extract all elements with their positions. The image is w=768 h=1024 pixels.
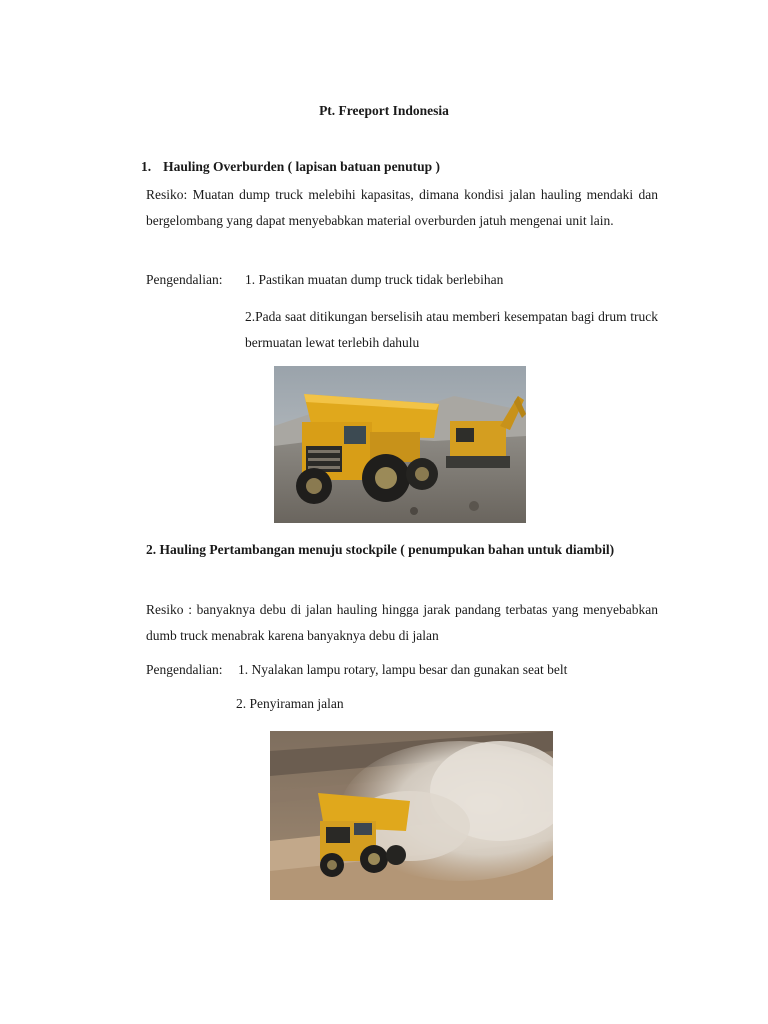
section-1-risk	[146, 182, 658, 233]
section-1-control-2: 2.Pada saat ditikungan berselisih atau memberi kesempatan bagi drum truck bermuatan lewat terlebih dahulu	[245, 309, 658, 350]
section-2-control-label: Pengendalian:	[146, 662, 223, 677]
document-title: Pt. Freeport Indonesia	[319, 103, 449, 118]
section-1-risk-label: Resiko:	[146, 187, 188, 202]
section-1-number: 1.	[141, 159, 152, 174]
section-1-title: Hauling Overburden ( lapisan batuan penutup )	[163, 159, 440, 174]
section-1-control-label: Pengendalian:	[146, 272, 223, 287]
section-2-risk-text: : banyaknya debu di jalan hauling hingga jarak pandang terbatas yang menyebabkan dumb truck menabrak karena banyaknya debu di jalan	[146, 602, 658, 643]
section-2-heading: 2. Hauling Pertambangan menuju stockpile ( penumpukan bahan untuk diambil)	[146, 542, 615, 557]
section-2-control-2: 2. Penyiraman jalan	[236, 696, 344, 711]
dusty-road-illustration	[270, 731, 553, 900]
section-2-risk	[146, 597, 658, 648]
dusty-road-photo	[270, 731, 553, 900]
section-2-control-1: 1. Nyalakan lampu rotary, lampu besar dan gunakan seat belt	[238, 662, 568, 677]
section-1-risk-text: Muatan dump truck melebihi kapasitas, dimana kondisi jalan hauling mendaki dan bergelombang yang dapat menyebabkan material overburden jatuh mengenai unit lain.	[146, 187, 658, 228]
section-1-heading	[141, 155, 440, 179]
section-2-risk-label: Resiko	[146, 602, 184, 617]
dump-truck-photo	[274, 366, 526, 523]
dump-truck-illustration	[274, 366, 526, 523]
section-1-control-1: 1. Pastikan muatan dump truck tidak berlebihan	[245, 272, 504, 287]
